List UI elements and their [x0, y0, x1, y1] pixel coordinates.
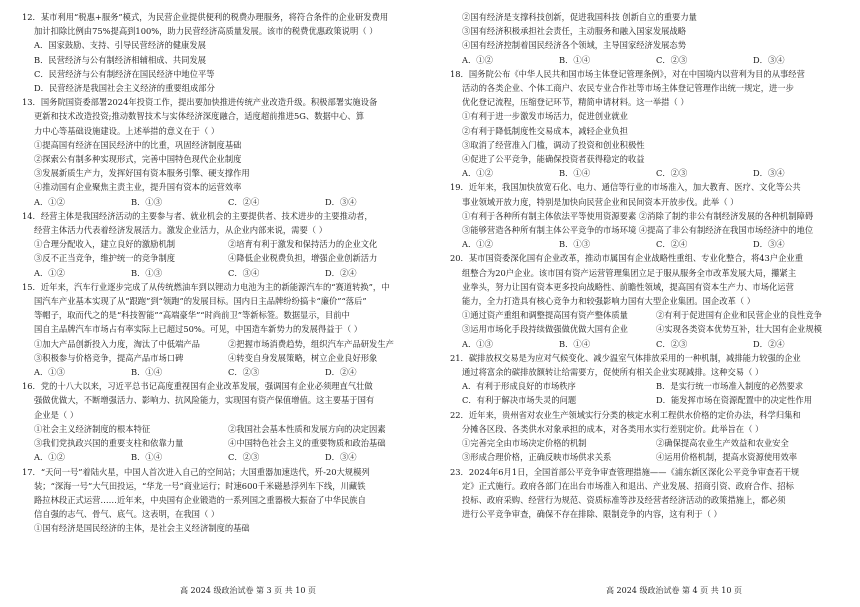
- answer-choices: [22, 450, 422, 464]
- answer-option: D．②④: [325, 267, 357, 278]
- statement-item: ②有利于促进国有企业和民营企业的良性竞争: [656, 310, 822, 321]
- answer-option: B．是实行统一市场准入制度的必然要求: [656, 381, 804, 392]
- question-stem-line: 业拳头，努力让国有资本更多投向战略性、前瞻性领域，提高国有资本生产力、市场化运营: [462, 281, 794, 292]
- statement-row: [22, 436, 422, 450]
- answer-choices: [450, 237, 850, 251]
- statement-item: ④运用价格机制，提高水资源使用效率: [656, 452, 798, 463]
- statement-item: ①国有经济是国民经济的主体，是社会主义经济制度的基础: [34, 523, 250, 534]
- statement-item: ②有利于降低制度性交易成本，减轻企业负担: [462, 125, 628, 136]
- answer-option: D．②④: [325, 367, 357, 378]
- question-stem-line: 投标、政府采购、经营行为规范、资质标准等涉及经营者经济活动的政策措施上，都必须: [462, 494, 786, 505]
- answer-option: A．有利于形成良好的市场秩序: [462, 381, 576, 392]
- answer-option-row: [450, 393, 850, 407]
- question-20: [450, 251, 850, 350]
- statement-item: ③发展新质生产力，发挥好国有资本服务引擎、硬支撑作用: [34, 168, 250, 179]
- statement-item: ①完善完全由市场决定价格的机制: [462, 438, 587, 449]
- statement-item: ③反不正当竞争，维护统一的竞争制度: [34, 253, 176, 264]
- question-21: [450, 351, 850, 408]
- answer-option: C．②③: [656, 338, 688, 349]
- answer-option: B．①④: [559, 168, 590, 179]
- statement-item: ②确保提高农业生产效益和农业安全: [656, 438, 789, 449]
- answer-option: B．民营经济与公有制经济相辅相成、共同发展: [34, 54, 207, 65]
- answer-choices: [450, 166, 850, 180]
- question-stem-line: 16．党的十八大以来，习近平总书记高度重视国有企业改革发展，强调国有企业必须理直气壮做: [22, 381, 373, 392]
- statement-item: ②把握市场消费趋势，组织汽车产品研发生产: [228, 338, 394, 349]
- answer-option: A．①②: [34, 267, 65, 278]
- question-stem-line: 优化登记流程，压缩登记环节，精简申请材料。这一举措（ ）: [462, 97, 689, 108]
- statement-item: ②我国社会基本性质和发展方向的决定因素: [228, 423, 386, 434]
- statement-item: ④促进了公平竞争，能确保投资者获得稳定的收益: [462, 154, 645, 165]
- answer-option: C．②④: [228, 196, 260, 207]
- statement-row: [22, 251, 422, 265]
- answer-option: C．②③: [656, 54, 688, 65]
- page-footer-left: 高 2024 级政治试卷 第 3 页 共 10 页: [180, 586, 316, 595]
- question-16: [22, 379, 422, 464]
- answer-option: A．①③: [34, 367, 65, 378]
- question-stem-line: 路拉林段正式运营……近年来，中央国有企业锻造的一系列国之重器极大振奋了中华民族自: [34, 494, 366, 505]
- answer-option: A．①②: [462, 54, 493, 65]
- answer-option: B．①④: [131, 367, 162, 378]
- question-19: [450, 180, 850, 251]
- statement-item: ③积极参与价格竞争，提高产品市场口碑: [34, 352, 184, 363]
- answer-option: A．①②: [34, 452, 65, 463]
- question-stem-line: 20．某市国资委深化国有企业改革，推动市属国有企业战略性重组、专业化整合，将43户企业重: [450, 253, 803, 264]
- question-stem-line: 加计扣除比例由75%提高到100%，助力民营经济高质量发展。该市的税费优惠政策说明（ ）: [34, 26, 378, 37]
- page-footer-right: 高 2024 级政治试卷 第 4 页 共 10 页: [606, 586, 742, 595]
- question-stem-line: 装；“深海一号”大气田投运，“华龙一号”商业运行；时速600千米磁悬浮列车下线，川藏铁: [34, 480, 366, 491]
- statement-row: [450, 436, 850, 450]
- question-stem-line: 14．经营主体是我国经济活动的主要参与者、就业机会的主要提供者、技术进步的主要推动者，: [22, 210, 373, 221]
- statement-item: ④降低企业税费负担，增强企业创新活力: [228, 253, 378, 264]
- answer-option: D．能发挥市场在资源配置中的决定性作用: [656, 395, 812, 406]
- answer-option: A．①②: [462, 239, 493, 250]
- question-stem-line: 定》正式施行。政府各部门在出台市场准入和退出、产业发展、招商引资、政府合作、招标: [462, 480, 794, 491]
- statement-row: [22, 337, 422, 351]
- statement-row: [450, 322, 850, 336]
- statement-row: [22, 422, 422, 436]
- answer-option: D．民营经济是我国社会主义经济的重要组成部分: [34, 83, 215, 94]
- question-22: [450, 408, 850, 465]
- statement-item: ③取消了经营准入门槛，调动了投资和创业积极性: [462, 139, 645, 150]
- question-stem-line: 21．碳排放权交易是为应对气候变化、减少温室气体排放采用的一种机制，减排能力较强的企业: [450, 352, 801, 363]
- statement-item: ①加大产品创新投入力度，淘汰了中低端产品: [34, 338, 200, 349]
- statement-row: [450, 308, 850, 322]
- question-stem-line: 国汽车产业基本实现了从“跟跑”到“领跑”的发展目标。国内日主品牌纷纷搞卡“廉价”“落后”: [34, 296, 367, 307]
- question-stem-line: 更新和技术改造投资;推动数智技术与实体经济深度融合，适度超前推进5G、数据中心、算: [34, 111, 364, 122]
- answer-option: B．①③: [131, 267, 162, 278]
- question-stem-line: 15．近年来，汽车行业逐步完成了从传统燃油车到以锂动力电池为主的新能源汽车的“赛道转换”，中: [22, 281, 390, 292]
- answer-option: A．①②: [462, 168, 493, 179]
- left-page-column: [22, 10, 422, 536]
- question-12: [22, 10, 422, 95]
- right-page-column: [450, 10, 850, 521]
- question-15: [22, 280, 422, 379]
- statement-item: ①提高国有经济在国民经济中的比重，巩固经济制度基础: [34, 139, 242, 150]
- question-stem-line: 通过将富余的碳排放额转让给需要方，促使所有相关企业实现减排。这种交易（ ）: [462, 367, 764, 378]
- statement-row: [450, 450, 850, 464]
- question-17-continued: [450, 10, 850, 67]
- answer-option: B．①④: [559, 54, 590, 65]
- statement-item: ④转变自身发展策略，树立企业良好形象: [228, 352, 378, 363]
- answer-option: D．②④: [753, 338, 785, 349]
- answer-option: D．③④: [753, 239, 785, 250]
- statement-row: [22, 351, 422, 365]
- answer-option: A．国家鼓励、支持、引导民营经济的健康发展: [34, 40, 206, 51]
- statement-item: ①有利于进一步激发市场活力，促进创业就业: [462, 111, 628, 122]
- question-14: [22, 209, 422, 280]
- question-17: [22, 465, 422, 536]
- statement-item: ③我们党执政兴国的重要支柱和依靠力量: [34, 438, 184, 449]
- question-stem-line: 国自主品牌汽车市场占有率实际上已超过50%。可见，中国造车新势力的发展得益于（ ）: [34, 324, 363, 335]
- answer-option: B．①④: [131, 452, 162, 463]
- question-stem-line: 信自强的志气、骨气、底气。这表明，在我国（ ）: [34, 509, 220, 520]
- answer-option: C．②③: [656, 168, 688, 179]
- answer-choices: [22, 266, 422, 280]
- answer-option: C．②④: [656, 239, 688, 250]
- statement-item: ③国有经济积极承担社会责任，主动服务和融入国家发展战略: [462, 26, 687, 37]
- answer-option: A．①③: [462, 338, 493, 349]
- answer-option: D．③④: [753, 168, 785, 179]
- answer-option: C．③④: [228, 267, 260, 278]
- statement-item: ①有利于各种所有制主体依法平等使用资源要素 ②消除了制约非公有制经济发展的各种机制障碍: [462, 210, 814, 221]
- statement-item: ④推动国有企业聚焦主责主业，提升国有资本的运营效率: [34, 182, 242, 193]
- statement-item: ③形成合理价格，正确反映市场供求关系: [462, 452, 612, 463]
- question-23: [450, 465, 850, 522]
- answer-option: D．③④: [753, 54, 785, 65]
- answer-option: D．③④: [325, 196, 357, 207]
- question-stem-line: 经营主体活力代表着经济发展活力。激发企业活力，从企业内部来说，需要（ ）: [34, 225, 328, 236]
- question-stem-line: 力中心等基础设施建设。上述举措的意义在于（ ）: [34, 125, 220, 136]
- question-stem-line: 企业是（ ）: [34, 409, 79, 420]
- statement-item: ②探索公有制多种实现形式，完善中国特色现代企业制度: [34, 154, 242, 165]
- statement-item: ④中国特色社会主义的重要物质和政治基础: [228, 438, 386, 449]
- question-13: [22, 95, 422, 209]
- statement-item: ①通过资产重组和调整提高国有资产整体质量: [462, 310, 628, 321]
- question-stem-line: 22．近年来，贵州省对农业生产领域实行分类的核定水利工程供水价格的定价办法，科学归集和: [450, 409, 801, 420]
- statement-item: ②国有经济是支撑科技创新，促进我国科技 创新自立的重要力量: [462, 12, 697, 22]
- question-stem-line: 进行公平竞争审查，确保不存在排除、限制竞争的内容，这有利于（ ）: [462, 509, 722, 520]
- question-stem-line: 18．国务院公布《中华人民共和国市场主体登记管理条例》，对在中国境内以营利为目的从事经营: [450, 68, 805, 79]
- answer-option: A．①②: [34, 196, 65, 207]
- answer-option: B．①③: [559, 239, 590, 250]
- answer-option: C．②③: [228, 367, 260, 378]
- answer-choices: [450, 337, 850, 351]
- question-stem-line: 19．近年来，我国加快放宽石化、电力、通信等行业的市场准入，加大教育、医疗、文化等公共: [450, 182, 801, 193]
- question-stem-line: 组整合为20户企业。该市国有资产运营管理集团立足于服从服务全市改革发展大局，攥紧主: [462, 267, 797, 278]
- statement-row: [22, 237, 422, 251]
- answer-choices: [450, 53, 850, 67]
- question-stem-line: 活动的各类企业、个体工商户、农民专业合作社等市场主体登记管理作出统一规定，进一步: [462, 83, 794, 94]
- question-stem-line: 分摊各区段、各类供水对象承担的成本，对各类用水实行差别定价。此举旨在（ ）: [462, 423, 764, 434]
- question-stem-line: 12．某市利用“税惠+服务”模式，为民营企业提供便利的税费办理服务，将符合条件的企业研发费用: [22, 12, 389, 22]
- question-18: [450, 67, 850, 181]
- answer-choices: [22, 195, 422, 209]
- question-stem-line: 23．2024年6月1日，全国首部公平竞争审查管理措施——《浦东新区深化公平竞争审查若干规: [450, 466, 800, 477]
- answer-option: D．③④: [325, 452, 357, 463]
- answer-option: C．②③: [228, 452, 260, 463]
- statement-item: ④实现各类资本优势互补，壮大国有企业规模: [656, 324, 822, 335]
- statement-item: ④国有经济控制着国民经济各个领域，主导国家经济发展态势: [462, 40, 687, 51]
- answer-option: B．①④: [559, 338, 590, 349]
- answer-option: C．有利于解决市场失灵的问题: [462, 395, 577, 406]
- answer-option-row: [450, 379, 850, 393]
- statement-item: ①合理分配收入，建立良好的激励机制: [34, 239, 176, 250]
- answer-option: C．民营经济与公有制经济在国民经济中地位平等: [34, 68, 215, 79]
- statement-item: ①社会主义经济制度的根本特征: [34, 423, 151, 434]
- answer-option: B．①③: [131, 196, 162, 207]
- question-stem-line: 等帽子，取而代之的是“科技智能”“高端豪华”“时尚前卫”等新标签。数据显示，目前中: [34, 310, 350, 321]
- answer-choices: [22, 365, 422, 379]
- statement-item: ②培育有利于激发和保持活力的企业文化: [228, 239, 378, 250]
- question-stem-line: 强做优做大，不断增强活力、影响力、抗风险能力，实现国有资产保值增值。这主要基于国有: [34, 395, 375, 406]
- statement-item: ③能够营造各种所有制主体公平竞争的市场环境 ④提高了非公有制经济在我国市场经济中的地位: [462, 225, 814, 236]
- question-stem-line: 能力，全力打造具有核心竞争力和较强影响力国有大型企业集团。国企改革（ ）: [462, 296, 756, 307]
- question-stem-line: 事业领域开放力度，特别是加快向民营企业和民间资本开放步伐。此举（ ）: [462, 196, 739, 207]
- question-stem-line: 13．国务院国资委部署2024年投资工作，提出要加快推进传统产业改造升级。积极部署实施设备: [22, 97, 378, 108]
- statement-item: ③运用市场化手段持续做强做优做大国有企业: [462, 324, 628, 335]
- question-stem-line: 17．“天问一号”着陆火星，中国人首次进入自己的空间站；大国重器加速迭代，歼-20大规模列: [22, 466, 370, 477]
